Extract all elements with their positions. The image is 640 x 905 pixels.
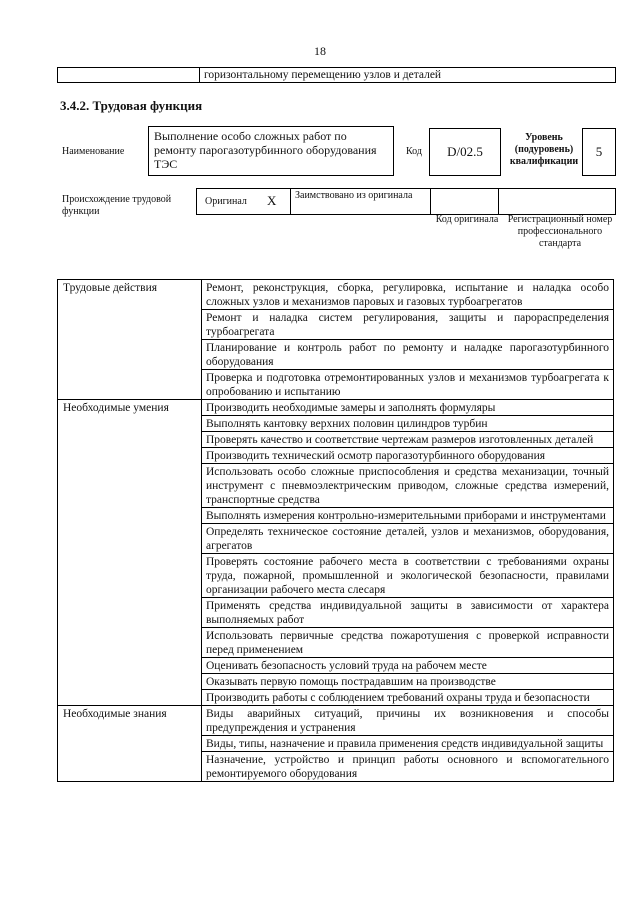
skill-item: Выполнять кантовку верхних половин цилиндров турбин: [202, 416, 614, 432]
skill-item: Производить технический осмотр парогазотурбинного оборудования: [202, 448, 614, 464]
origin-borrowed-cell: [291, 189, 431, 214]
skill-item: Оказывать первую помощь пострадавшим на производстве: [202, 674, 614, 690]
skill-item: Выполнять измерения контрольно-измерительными приборами и инструментами: [202, 508, 614, 524]
table-row: [58, 400, 614, 416]
skill-item: Производить необходимые замеры и заполнять формуляры: [202, 400, 614, 416]
skill-item: Использовать первичные средства пожаротушения с проверкой исправности перед применением: [202, 628, 614, 658]
knowledge-item: Назначение, устройство и принцип работы основного и вспомогательного ремонтируемого оборудования: [202, 752, 614, 782]
origin-row: [196, 188, 616, 215]
labor-action-item: Проверка и подготовка отремонтированных узлов и механизмов турбоагрегата к опробованию и испытанию: [202, 370, 614, 400]
origin-original-cell: [197, 189, 291, 214]
reg-number-caption: Регистрационный номер профессионального стандарта: [507, 214, 613, 249]
skill-item: Применять средства индивидуальной защиты в зависимости от характера выполняемых работ: [202, 598, 614, 628]
knowledge-item: Виды аварийных ситуаций, причины их возникновения и способы предупреждения и устранения: [202, 706, 614, 736]
skill-item: Использовать особо сложные приспособления и средства механизации, точный инструмент с пневмоэлектрическим приводом, сложные средства измерений, транспортные средства: [202, 464, 614, 508]
skill-item: Производить работы с соблюдением требований охраны труда и безопасности: [202, 690, 614, 706]
function-code-box: D/02.5: [429, 128, 501, 176]
origin-original-label: Оригинал: [205, 196, 247, 207]
name-label: Наименование: [62, 146, 125, 157]
knowledge-item: Виды, типы, назначение и правила применения средств индивидуальной защиты: [202, 736, 614, 752]
continuation-text: горизонтальному перемещению узлов и деталей: [204, 69, 442, 81]
skill-item: Проверять качество и соответствие чертежам размеров изготовленных деталей: [202, 432, 614, 448]
skill-item: Определять техническое состояние деталей, узлов и механизмов, оборудования, агрегатов: [202, 524, 614, 554]
labor-action-item: Ремонт, реконструкция, сборка, регулировка, испытание и наладка особо сложных узлов и механизмов паровых и газовых турбоагрегатов: [202, 280, 614, 310]
labor-action-item: Ремонт и наладка систем регулирования, защиты и парораспределения турбоагрегата: [202, 310, 614, 340]
code-label: Код: [406, 146, 422, 157]
labor-actions-label: Трудовые действия: [58, 280, 202, 400]
origin-reg-number-cell: [499, 189, 615, 214]
knowledge-label: Необходимые знания: [58, 706, 202, 782]
continuation-empty-cell: [58, 68, 200, 82]
section-title: 3.4.2. Трудовая функция: [60, 98, 203, 113]
qualification-level-label: Уровень (подуровень) квалификации: [509, 132, 579, 167]
origin-code-cell: [431, 189, 499, 214]
table-row: [58, 706, 614, 736]
labor-function-table: [57, 279, 614, 782]
skills-label: Необходимые умения: [58, 400, 202, 706]
origin-label: Происхождение трудовой функции: [62, 194, 172, 217]
skill-item: Проверять состояние рабочего места в соответствии с требованиями охраны труда, пожарной, промышленной и экологической безопасности, правилами организации рабочего места слесаря: [202, 554, 614, 598]
page-number: 18: [314, 44, 326, 58]
labor-action-item: Планирование и контроль работ по ремонту и наладке парогазотурбинного оборудования: [202, 340, 614, 370]
qualification-level-box: 5: [582, 128, 616, 176]
function-name-box: Выполнение особо сложных работ по ремонту парогазотурбинного оборудования ТЭС: [148, 126, 394, 176]
origin-original-mark: X: [267, 193, 277, 208]
continuation-row: [57, 67, 616, 83]
table-row: [58, 280, 614, 310]
code-original-caption: Код оригинала: [435, 214, 499, 225]
origin-borrowed-label: Заимствовано из оригинала: [295, 190, 413, 201]
skill-item: Оценивать безопасность условий труда на рабочем месте: [202, 658, 614, 674]
